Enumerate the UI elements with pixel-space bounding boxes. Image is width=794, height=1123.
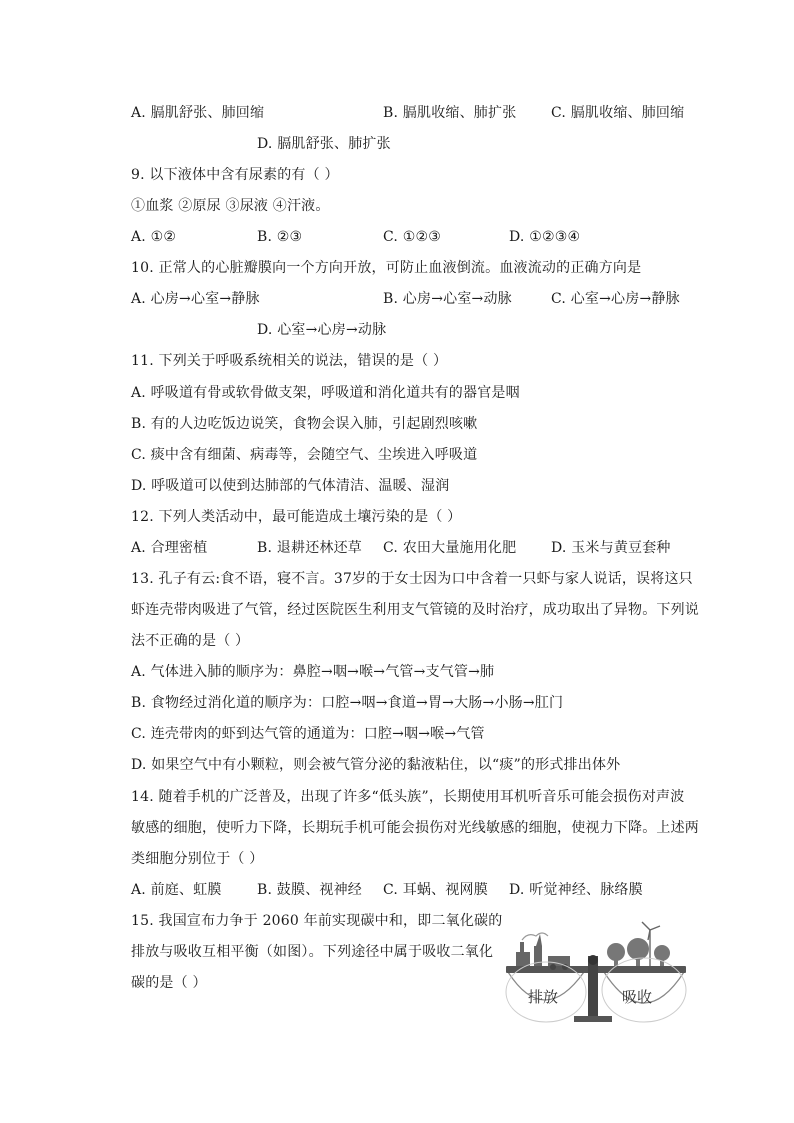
q15-stem-line-3: 碳的是（ ） — [131, 975, 207, 991]
q8-option-c[interactable]: C. 膈肌收缩、肺回缩 — [551, 105, 685, 121]
balance-scale-icon — [496, 916, 692, 1026]
q10-stem: 10. 正常人的心脏瓣膜向一个方向开放，可防止血液倒流。血液流动的正确方向是 — [131, 260, 642, 276]
q14-stem-line-2: 敏感的细胞，使听力下降，长期玩手机可能会损伤对光线敏感的细胞，使视力下降。上述两 — [131, 820, 699, 836]
q9-option-d[interactable]: D. ①②③④ — [509, 229, 581, 245]
q14-option-b[interactable]: B. 鼓膜、视神经 — [257, 882, 362, 898]
q11-option-d[interactable]: D. 呼吸道可以使到达肺部的气体清洁、温暖、湿润 — [131, 478, 450, 494]
q13-option-d[interactable]: D. 如果空气中有小颗粒，则会被气管分泌的黏液粘住，以“痰”的形式排出体外 — [131, 757, 621, 773]
q14-option-d[interactable]: D. 听觉神经、脉络膜 — [509, 882, 643, 898]
q12-option-c[interactable]: C. 农田大量施用化肥 — [383, 540, 517, 556]
q13-stem-line-3: 法不正确的是（ ） — [131, 633, 250, 649]
q10-option-a[interactable]: A. 心房→心室→静脉 — [131, 291, 260, 307]
q10-option-b[interactable]: B. 心房→心室→动脉 — [383, 291, 512, 307]
q14-option-a[interactable]: A. 前庭、虹膜 — [131, 882, 222, 898]
emission-label: 排放 — [528, 988, 559, 1006]
q15-stem-line-2: 排放与吸收互相平衡（如图）。下列途径中属于吸收二氧化 — [131, 944, 494, 960]
q11-option-c[interactable]: C. 痰中含有细菌、病毒等，会随空气、尘埃进入呼吸道 — [131, 447, 478, 463]
q11-stem: 11. 下列关于呼吸系统相关的说法，错误的是（ ） — [131, 353, 448, 369]
q9-option-b[interactable]: B. ②③ — [257, 229, 303, 245]
q11-option-a[interactable]: A. 呼吸道有骨或软骨做支架，呼吸道和消化道共有的器官是咽 — [131, 385, 520, 401]
carbon-balance-figure — [496, 916, 692, 1026]
q12-option-b[interactable]: B. 退耕还林还草 — [257, 540, 362, 556]
absorption-trees-icon — [607, 922, 670, 966]
q13-option-c[interactable]: C. 连壳带肉的虾到达气管的通道为：口腔→咽→喉→气管 — [131, 726, 485, 742]
q9-option-a[interactable]: A. ①② — [131, 229, 177, 245]
q14-stem-line-3: 类细胞分别位于（ ） — [131, 851, 264, 867]
q10-option-c[interactable]: C. 心室→心房→静脉 — [551, 291, 680, 307]
q11-option-b[interactable]: B. 有的人边吃饭边说笑，食物会误入肺，引起剧烈咳嗽 — [131, 416, 478, 432]
q9-sub: ①血浆 ②原尿 ③尿液 ④汗液。 — [131, 198, 330, 214]
q12-stem: 12. 下列人类活动中，最可能造成土壤污染的是（ ） — [131, 509, 462, 525]
q13-option-a[interactable]: A. 气体进入肺的顺序为：鼻腔→咽→喉→气管→支气管→肺 — [131, 664, 495, 680]
q8-option-b[interactable]: B. 膈肌收缩、肺扩张 — [383, 105, 517, 121]
q13-option-b[interactable]: B. 食物经过消化道的顺序为：口腔→咽→食道→胃→大肠→小肠→肛门 — [131, 695, 564, 711]
q12-option-d[interactable]: D. 玉米与黄豆套种 — [551, 540, 671, 556]
q10-option-d[interactable]: D. 心室→心房→动脉 — [257, 322, 387, 338]
q8-option-a[interactable]: A. 膈肌舒张、肺回缩 — [131, 105, 265, 121]
q14-stem-line-1: 14. 随着手机的广泛普及，出现了许多“低头族”，长期使用耳机听音乐可能会损伤对声波 — [131, 789, 685, 805]
q13-stem-line-1: 13. 孔子有云:食不语，寝不言。37岁的于女士因为口中含着一只虾与家人说话，误将这只 — [131, 571, 693, 587]
q14-option-c[interactable]: C. 耳蜗、视网膜 — [383, 882, 488, 898]
q15-stem-line-1: 15. 我国宣布力争于 2060 年前实现碳中和，即二氧化碳的 — [131, 913, 503, 929]
q13-stem-line-2: 虾连壳带肉吸进了气管，经过医院医生利用支气管镜的及时治疗，成功取出了异物。下列说 — [131, 602, 699, 618]
q8-option-d[interactable]: D. 膈肌舒张、肺扩张 — [257, 136, 391, 152]
q12-option-a[interactable]: A. 合理密植 — [131, 540, 208, 556]
absorption-label: 吸收 — [622, 988, 653, 1006]
q9-stem: 9. 以下液体中含有尿素的有（ ） — [131, 167, 339, 183]
q9-option-c[interactable]: C. ①②③ — [383, 229, 441, 245]
